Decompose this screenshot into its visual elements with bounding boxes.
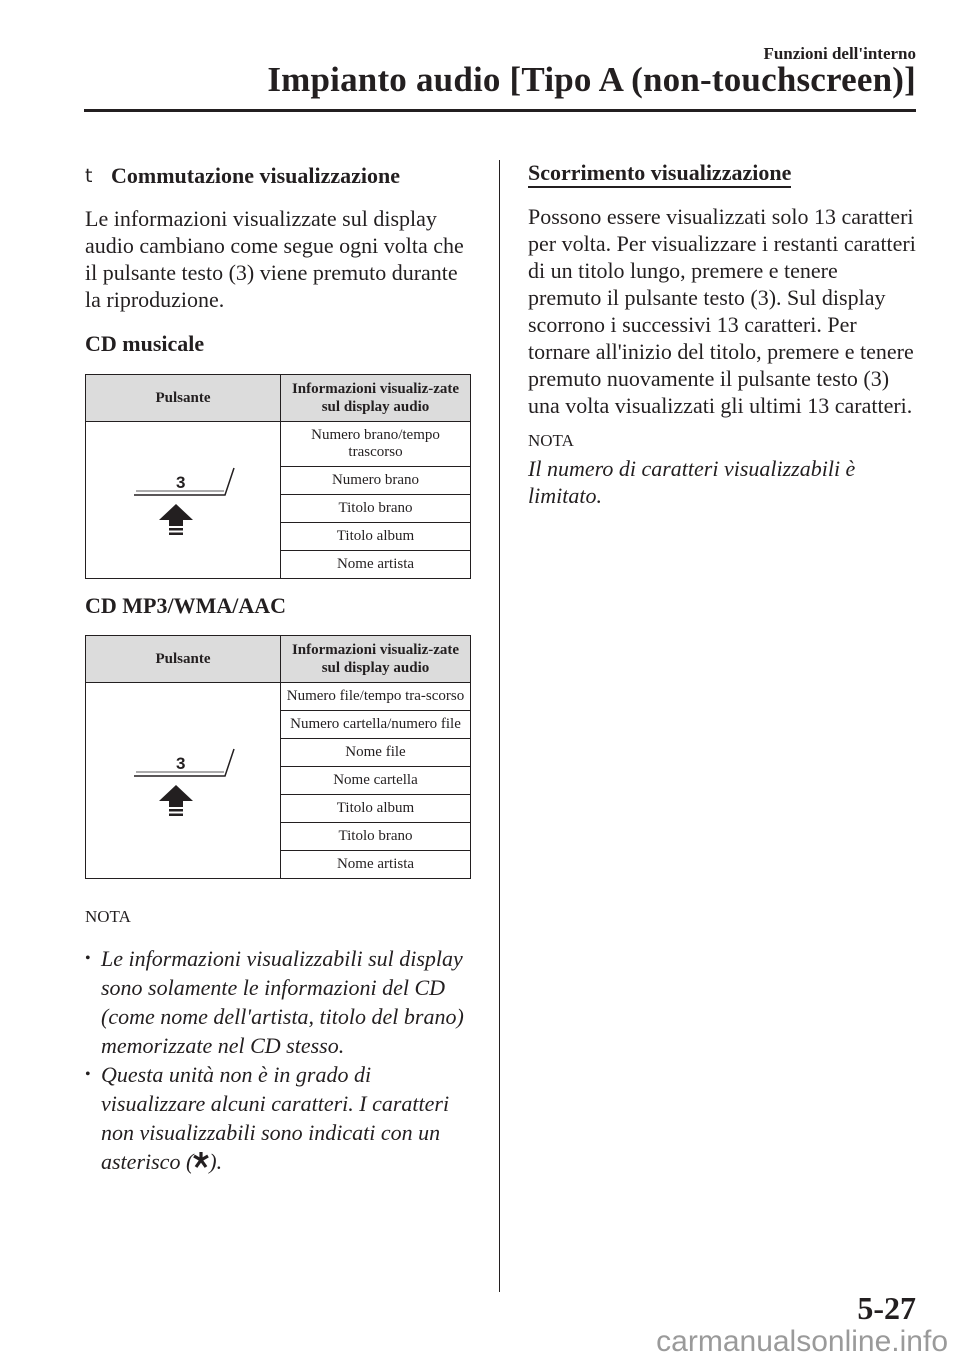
table-cell: Numero cartella/numero file [281,711,471,739]
section-heading [85,160,471,192]
nota-text: Il numero di caratteri visualizzabili è limitato. [528,456,856,508]
table-cell: Titolo album [281,795,471,823]
right-column [528,160,916,509]
table-cell: Numero file/tempo tra-scorso [281,683,471,711]
page-title: Impianto audio [Tipo A (non-touchscreen)] [267,60,916,99]
button-number: 3 [176,473,186,492]
table-header-row [86,636,471,683]
column-header: Informazioni visualiz-zate sul display audio [281,375,471,422]
button-cell [86,422,281,579]
table-cell: Titolo brano [281,823,471,851]
list-item [85,1060,471,1176]
button-cell [86,683,281,879]
table-cell: Numero brano [281,467,471,495]
list-item-text: Le informazioni visualizzabili sul display sono solamente le informazioni del CD (come nome dell'artista, titolo del brano) memorizzate nel CD stesso. [101,946,464,1058]
text-button-3-icon [128,745,238,817]
section-label: Funzioni dell'interno [763,44,916,63]
intro-paragraph: Le informazioni visualizzate sul display audio cambiano come segue ogni volta che il pulsante testo (3) viene premuto durante la riproduzione. [85,206,464,312]
table-cell: Nome artista [281,851,471,879]
table1-title: CD musicale [85,331,205,356]
table-header-row [86,375,471,422]
scroll-section-heading: Scorrimento visualizzazione [528,160,791,188]
text-button-3-icon [128,464,238,536]
asterisk-icon [193,1151,209,1169]
mp3-table [85,635,471,879]
column-header: Pulsante [86,375,281,422]
table2-title: CD MP3/WMA/AAC [85,593,287,618]
table-row [86,422,471,467]
bullet-icon: • [85,950,91,967]
table-cell: Titolo album [281,523,471,551]
table-cell: Nome cartella [281,767,471,795]
nota-label: NOTA [528,431,574,450]
column-header: Informazioni visualiz-zate sul display audio [281,636,471,683]
nota-list [85,944,471,1176]
column-divider [499,160,500,1292]
header-rule [84,109,916,112]
left-column [85,160,471,1176]
list-item-text: Questa unità non è in grado di visualizzare alcuni caratteri. I caratteri non visualizzabili sono indicati con un asterisco ( [101,1062,450,1174]
cd-table [85,374,471,579]
heading-marker-icon: t [85,165,93,187]
column-header: Pulsante [86,636,281,683]
table-cell: Nome artista [281,551,471,579]
list-item-tail: ). [209,1149,223,1174]
list-item [85,944,471,1060]
section-heading-text: Commutazione visualizzazione [111,163,401,188]
table-cell: Numero brano/tempo trascorso [281,422,471,467]
page-number: 5-27 [857,1290,916,1326]
table-cell: Nome file [281,739,471,767]
table-cell: Titolo brano [281,495,471,523]
nota-label: NOTA [85,907,131,926]
scroll-paragraph: Possono essere visualizzati solo 13 caratteri per volta. Per visualizzare i restanti caratteri di un titolo lungo, premere e tenere premuto il pulsante testo (3). Sul display scorrono i successivi 13 caratteri. Per tornare all'inizio del titolo, premere e tenere premuto nuovamente il pulsante testo (3) una volta visualizzati gli ultimi 13 caratteri. [528,204,916,418]
bullet-icon: • [85,1066,91,1083]
table-row [86,683,471,711]
watermark: carmanualsonline.info [656,1325,948,1358]
button-number: 3 [176,753,186,773]
